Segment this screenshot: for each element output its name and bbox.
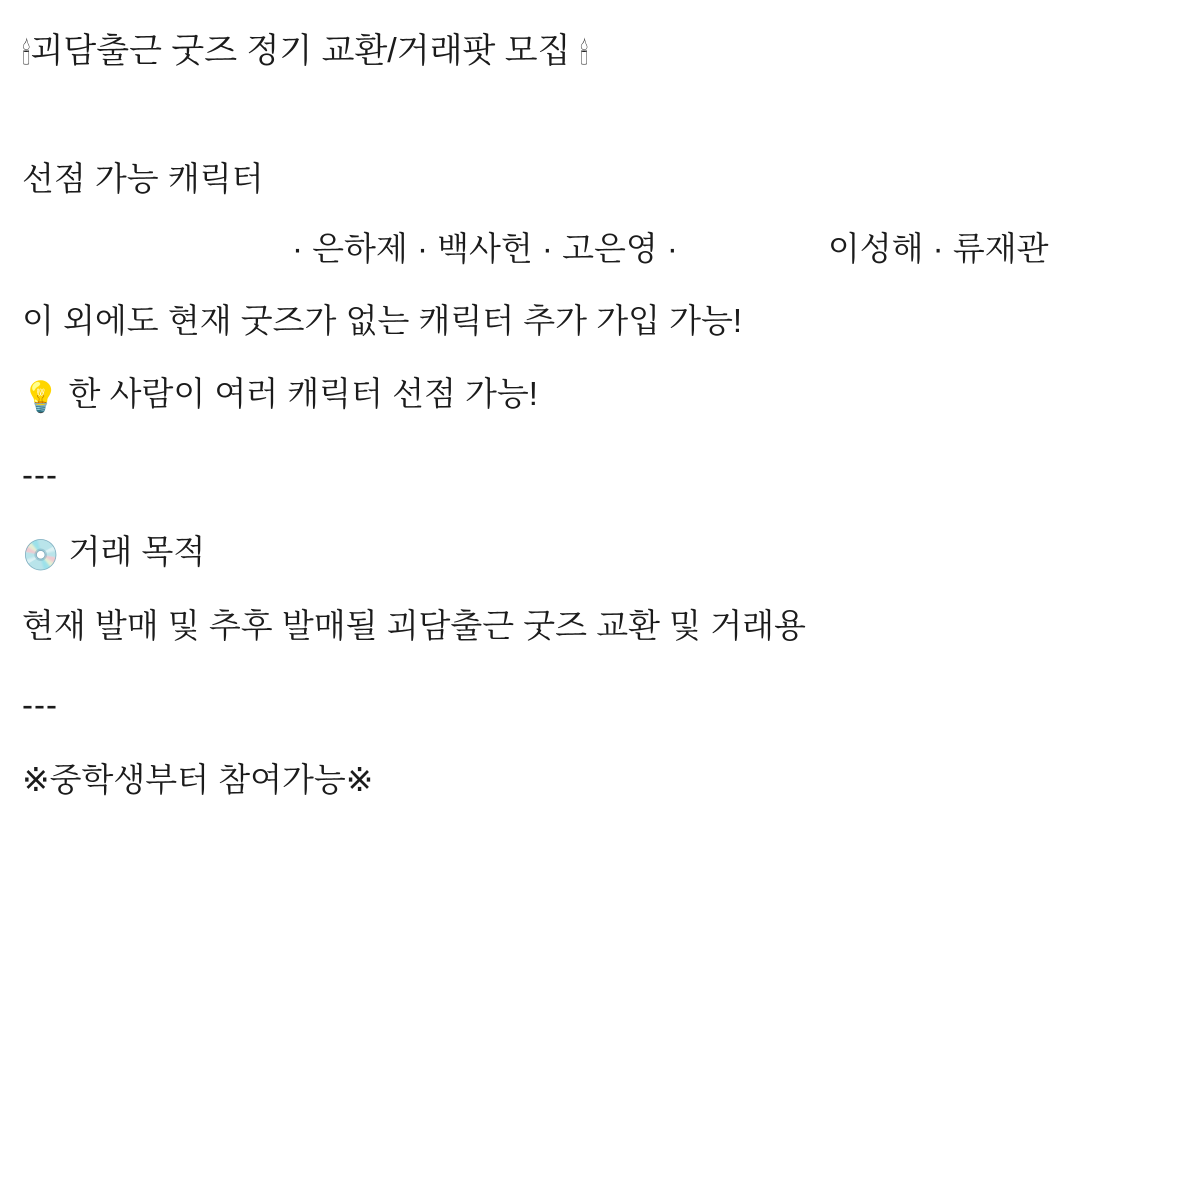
candle-icon-trailing: 🕯: [579, 37, 589, 72]
characters-group-one: · 은하제 · 백사헌 · 고은영 ·: [292, 229, 678, 267]
divider-two: ---: [22, 686, 58, 724]
characters-group-two: 이성해 · 류재관: [827, 229, 1049, 267]
age-requirement-note: ※중학생부터 참여가능※: [22, 760, 374, 798]
light-bulb-icon: 💡: [22, 379, 60, 415]
purpose-body: 현재 발매 및 추후 발매될 괴담출근 굿즈 교환 및 거래용: [22, 606, 806, 644]
purpose-heading-line: [22, 527, 1178, 578]
candle-icon: 🕯: [22, 37, 31, 72]
characters-row: [22, 225, 1178, 273]
divider-one: ---: [22, 456, 58, 494]
purpose-heading-text: 거래 목적: [68, 532, 206, 570]
characters-extra-note: 이 외에도 현재 굿즈가 없는 캐릭터 추가 가입 가능!: [22, 301, 743, 339]
optical-disk-icon: 💿: [22, 537, 60, 573]
characters-heading: 선점 가능 캐릭터: [22, 160, 264, 197]
bulb-note-text: 한 사람이 여러 캐릭터 선점 가능!: [68, 374, 538, 412]
bulb-note-line: [22, 368, 1178, 422]
page-title: [22, 26, 1178, 77]
page-title-text: 괴담출근 굿즈 정기 교환/거래팟 모집: [30, 32, 571, 70]
spacer-after-title: [22, 77, 1178, 155]
